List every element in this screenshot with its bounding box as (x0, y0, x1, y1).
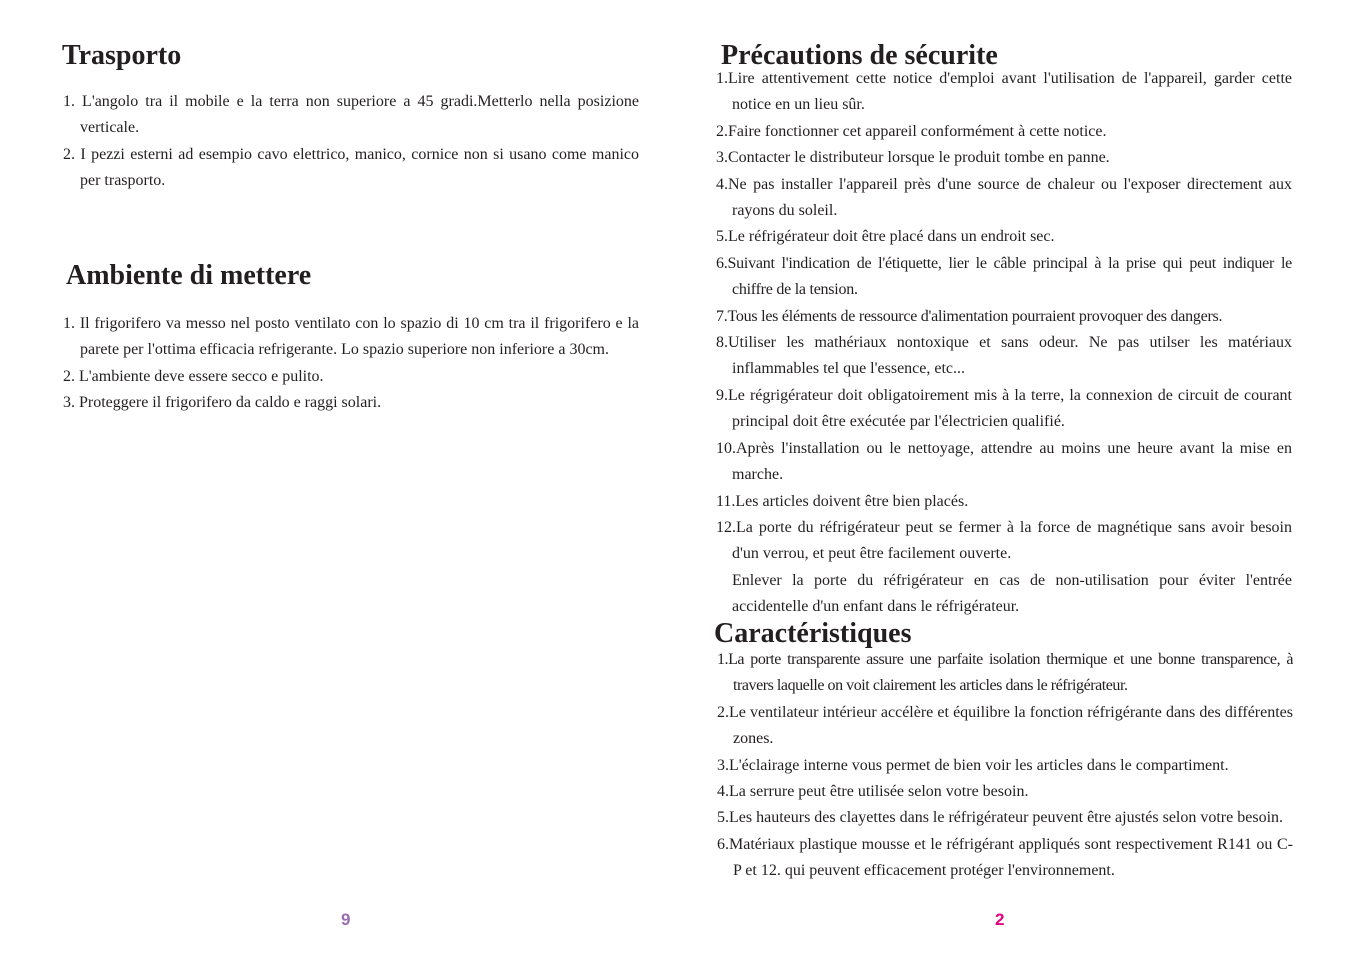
list-item: 12.La porte du réfrigérateur peut se fermer à la force de magnétique sans avoir besoin d'un verrou, et peut être facilement ouverte. (716, 518, 1292, 563)
list-item: 3. Proteggere il frigorifero da caldo e raggi solari. (63, 394, 382, 412)
list-item: 1.Lire attentivement cette notice d'emploi avant l'utilisation de l'appareil, garder cette notice en un lieu sûr. (716, 70, 1292, 114)
list-item: 6.Suivant l'indication de l'étiquette, lier le câble principal à la prise qui peut indiquer le chiffre de la tension. (716, 254, 1292, 299)
list-item: 3.Contacter le distributeur lorsque le produit tombe en panne. (716, 149, 1110, 167)
list-item: 1.La porte transparente assure une parfaite isolation thermique et une bonne transparence, à travers laquelle on voit clairement les articles dans le réfrigérateur. (717, 651, 1293, 695)
list-item: 3.L'éclairage interne vous permet de bien voir les articles dans le compartiment. (717, 756, 1229, 774)
list-item: 10.Après l'installation ou le nettoyage, attendre au moins une heure avant la mise en marche. (716, 439, 1292, 484)
ambiente-list (63, 311, 639, 417)
list-item: 2.Faire fonctionner cet appareil conformément à cette notice. (716, 122, 1107, 140)
list-item: 2.Le ventilateur intérieur accélère et équilibre la fonction réfrigérante dans des différentes zones. (717, 703, 1293, 748)
list-item: 1. L'angolo tra il mobile e la terra non superiore a 45 gradi.Metterlo nella posizione verticale. (63, 93, 639, 137)
list-item: 5.Le réfrigérateur doit être placé dans un endroit sec. (716, 228, 1055, 246)
trasporto-list (63, 89, 639, 195)
page-number: 9 (341, 910, 351, 929)
list-item: 7.Tous les éléments de ressource d'alimentation pourraient provoquer des dangers. (716, 307, 1223, 325)
list-item: 5.Les hauteurs des clayettes dans le réfrigérateur peuvent être ajustés selon votre besoin. (717, 809, 1284, 827)
page-number: 2 (995, 910, 1005, 929)
section-title-trasporto: Trasporto (62, 40, 182, 71)
list-item: 6.Matériaux plastique mousse et le réfrigérant appliqués sont respectivement R141 ou C-P et 12. qui peuvent efficacement protéger l'environnement. (717, 835, 1293, 880)
list-item: 9.Le régrigérateur doit obligatoirement mis à la terre, la connexion de circuit de courant principal doit être exécutée par l'électricien qualifié. (716, 386, 1292, 431)
list-item: 2. I pezzi esterni ad esempio cavo elettrico, manico, cornice non si usano come manico per trasporto. (63, 145, 639, 190)
list-item: 11.Les articles doivent être bien placés. (716, 492, 969, 510)
precautions-list (716, 66, 1292, 621)
list-item: 4.Ne pas installer l'appareil près d'une source de chaleur ou l'exposer directement aux rayons du soleil. (716, 175, 1292, 220)
list-note: Enlever la porte du réfrigérateur en cas de non-utilisation pour éviter l'entrée accidentelle d'un enfant dans le réfrigérateur. (732, 571, 1292, 616)
list-item: 8.Utiliser les mathériaux nontoxique et sans odeur. Ne pas utilser les matériaux inflammables tel que l'essence, etc... (716, 334, 1292, 378)
section-title-precautions: Précautions de sécurite (721, 40, 998, 71)
list-item: 1. Il frigorifero va messo nel posto ventilato con lo spazio di 10 cm tra il frigorifero e la parete per l'ottima efficacia refrigerante. Lo spazio superiore non inferiore a 30cm. (63, 315, 639, 359)
left-page (0, 0, 660, 954)
features-list (717, 647, 1293, 885)
right-page (700, 0, 1351, 954)
section-title-features: Caractéristiques (714, 618, 912, 649)
list-item: 2. L'ambiente deve essere secco e pulito. (63, 367, 324, 385)
list-item: 4.La serrure peut être utilisée selon votre besoin. (717, 783, 1029, 801)
section-title-ambiente: Ambiente di mettere (66, 260, 312, 291)
